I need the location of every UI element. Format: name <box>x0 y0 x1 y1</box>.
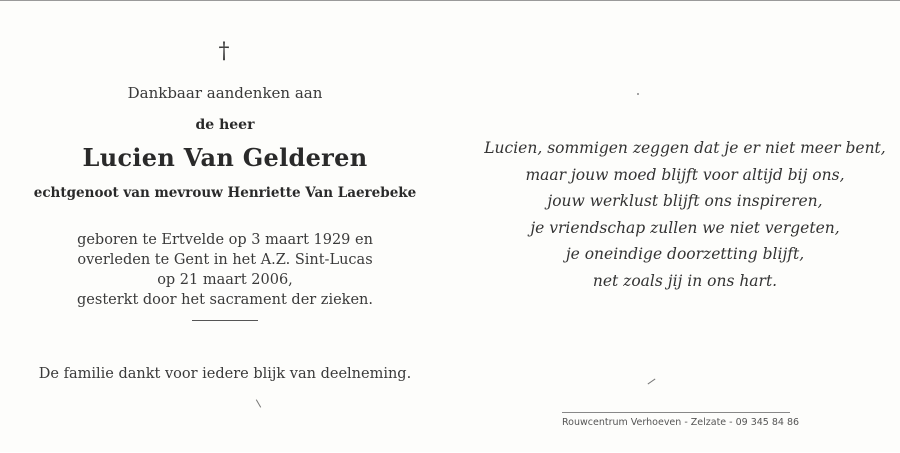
detail-line: overleden te Gent in het A.Z. Sint-Lucas <box>77 252 373 268</box>
spouse-line: echtgenoot van mevrouw Henriette Van Laerebeke <box>33 185 417 201</box>
honorific: de heer <box>195 117 255 133</box>
poem-line: jouw werklust blijft ons inspireren, <box>547 192 823 210</box>
poem-line: je vriendschap zullen we niet vergeten, <box>530 218 840 237</box>
poem-line: maar jouw moed blijft voor altijd bij ons, <box>525 165 845 184</box>
print-mark <box>637 93 639 95</box>
thanks-text: De familie dankt voor iedere blijk van deelneming. <box>38 366 412 382</box>
life-details <box>0 230 450 310</box>
print-mark <box>648 379 656 385</box>
intro-text: Dankbaar aandenken aan <box>127 84 323 102</box>
print-mark <box>256 399 261 407</box>
poem-line: je oneindige doorzetting blijft, <box>565 245 805 263</box>
detail-line: gesterkt door het sacrament der zieken. <box>77 292 373 308</box>
right-panel <box>450 1 900 453</box>
poem <box>470 135 900 294</box>
divider <box>192 320 258 321</box>
poem-line: Lucien, sommigen zeggen dat je er niet meer bent, <box>484 139 886 157</box>
footer-divider <box>562 412 790 413</box>
detail-line: geboren te Ertvelde op 3 maart 1929 en <box>77 232 373 248</box>
detail-line: op 21 maart 2006, <box>157 272 293 288</box>
funeral-home-footer: Rouwcentrum Verhoeven - Zelzate - 09 345 84 86 <box>562 417 800 428</box>
deceased-name: Lucien Van Gelderen <box>82 143 368 172</box>
cross-icon: † <box>218 39 230 64</box>
left-panel <box>0 1 450 453</box>
poem-line: net zoals jij in ons hart. <box>592 271 778 290</box>
